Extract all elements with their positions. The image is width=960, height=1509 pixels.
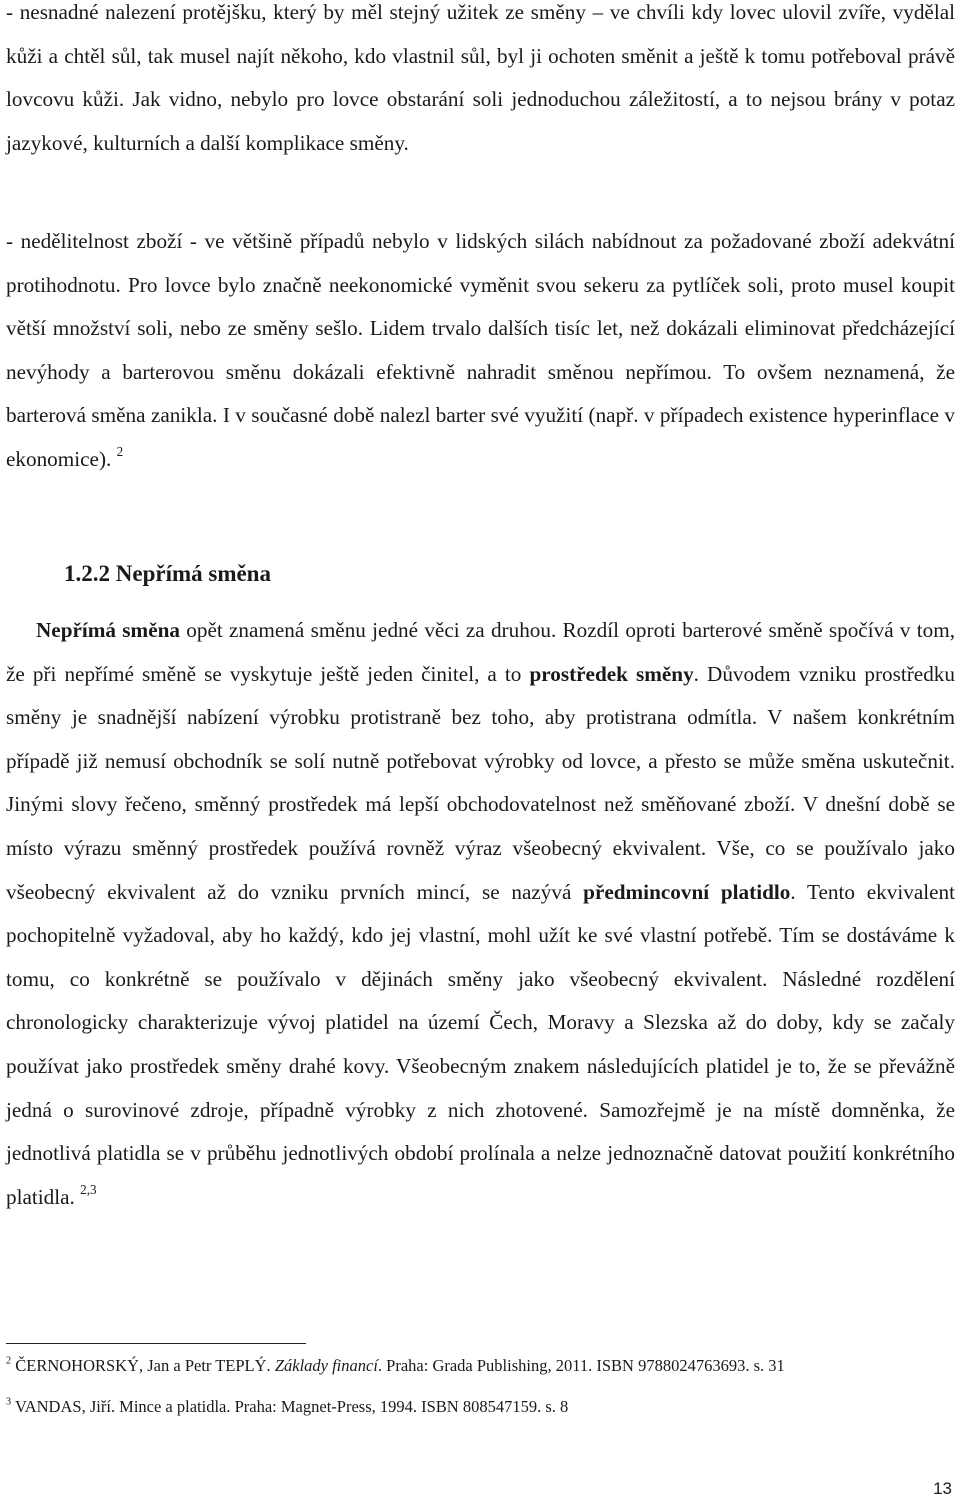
paragraph-text: opět znamená směnu jedné věci za druhou. Rozdíl oproti barterové směně spočívá v tom, že při nepřímé směně se vyskytuje ještě jeden činitel, a to xyxy=(6,618,955,686)
paragraph-barter-disadvantage-2 xyxy=(6,220,955,482)
footnote-3 xyxy=(6,1396,955,1418)
page-number: 13 xyxy=(933,1479,952,1498)
term-pre-coin-currency: předmincovní platidlo xyxy=(583,879,791,904)
footnote-2 xyxy=(6,1355,955,1377)
paragraph-text: - nedělitelnost zboží - ve většině případů nebylo v lidských silách nabídnout za požadované zboží adekvátní protihodnotu. Pro lovce bylo značně neekonomické vyměnit svou sekeru za pytlíček soli, proto musel koupit větší množství soli, nebo ze směny sešlo. Lidem trvalo dalších tisíc let, než dokázali eliminovat předcházející nevýhody a barterovou směnu dokázali efektivně nahradit směnou nepřímou. To ovšem neznamená, že barterová směna zanikla. I v současné době nalezl barter své využití (např. v případech existence hyperinflace v ekonomice). xyxy=(6,229,955,471)
paragraph-text: - nesnadné nalezení protějšku, který by měl stejný užitek ze směny – ve chvíli kdy lovec ulovil zvíře, vydělal kůži a chtěl sůl, tak musel najít někoho, kdo vlastnil sůl, byl ji ochoten směnit a ještě k tomu potřeboval právě lovcovu kůži. Jak vidno, nebylo pro lovce obstarání soli jednoduchou záležitostí, a to nejsou brány v potaz jazykové, kulturních a další komplikace směny. xyxy=(6,0,955,155)
term-indirect-exchange: Nepřímá směna xyxy=(36,618,180,642)
footnote-number: 3 xyxy=(6,1396,12,1408)
footnote-text: VANDAS, Jiří. Mince a platidla. Praha: Magnet-Press, 1994. ISBN 808547159. s. 8 xyxy=(14,1397,569,1416)
footnote-title: Základy financí xyxy=(274,1356,378,1375)
paragraph-text: . Tento ekvivalent pochopitelně vyžadoval, aby ho každý, kdo jej vlastní, mohl užít ke své vlastní potřebě. Tím se dostáváme k tomu, co konkrétně se používalo v dějinách směny jako všeobecný ekvivalent. Následné rozdělení chronologicky charakterizuje vývoj platidel na území Čech, Moravy a Slezska až do doby, kdy se začaly používat jako prostředek směny drahé kovy. Všeobecným znakem následujících platidel je to, že se převážně jedná o surovinové zdroje, případně výrobky z nich zhotovené. Samozřejmě je na místě domněnka, že jednotlivá platidla se v průběhu jednotlivých období prolínala a nelze jednoznačně datovat použití konkrétního platidla. xyxy=(6,879,955,1209)
footnote-details: . Praha: Grada Publishing, 2011. ISBN 9788024763693. s. 31 xyxy=(377,1356,785,1375)
footnote-separator xyxy=(6,1343,306,1344)
paragraph-indirect-exchange xyxy=(6,609,955,1219)
footnote-number: 2 xyxy=(6,1355,12,1367)
paragraph-barter-disadvantage-1 xyxy=(6,0,955,165)
footnote-ref: 2,3 xyxy=(80,1181,97,1197)
paragraph-text: . Důvodem vzniku prostředku směny je snadnější nabízení výrobku protistraně bez toho, aby protistrana odmítla. V našem konkrétním případě již nemusí obchodník se solí nutně potřebovat výrobky od lovce, a přesto se může směna uskutečnit. Jinými slovy řečeno, směnný prostředek má lepší obchodovatelnost než směňované zboží. V dnešní době se místo výrazu směnný prostředek používá rovněž výraz všeobecný ekvivalent. Vše, co se používalo jako všeobecný ekvivalent až do vzniku prvních mincí, se nazývá xyxy=(6,661,955,904)
footnote-ref: 2 xyxy=(116,444,124,460)
section-heading: 1.2.2 Nepřímá směna xyxy=(64,561,271,586)
term-medium-of-exchange: prostředek směny xyxy=(529,661,694,686)
footnote-authors: ČERNOHORSKÝ, Jan a Petr TEPLÝ. xyxy=(15,1356,275,1375)
